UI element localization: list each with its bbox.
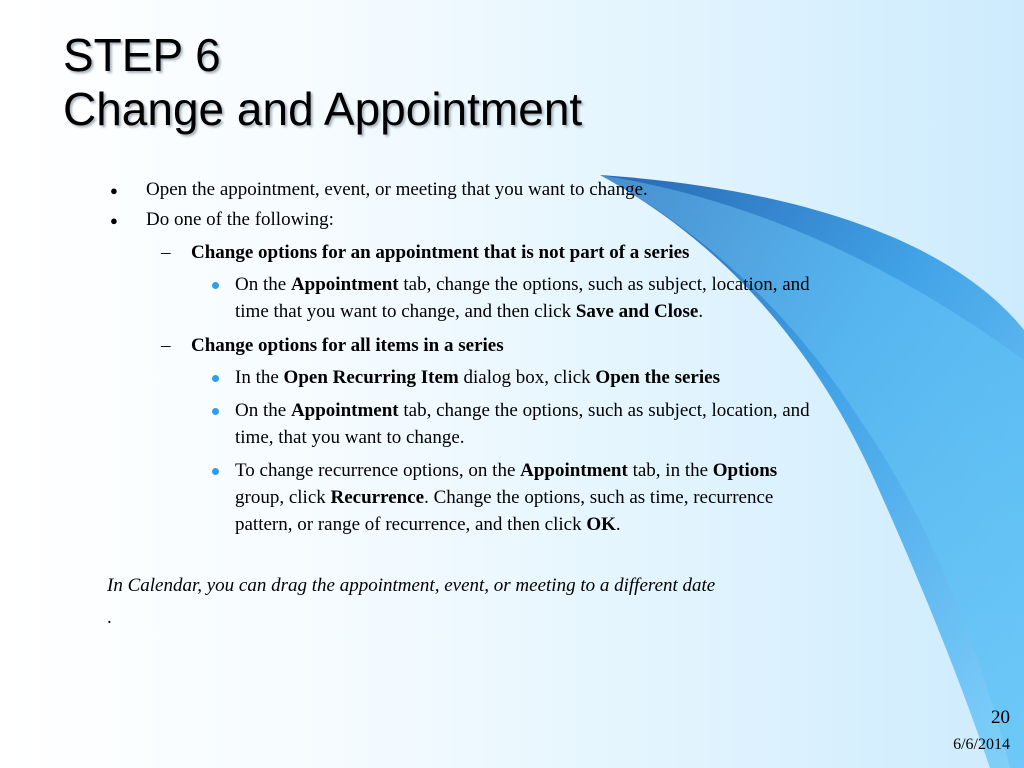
section1-item1-line2: time that you want to change, and then click Save and Close.: [235, 301, 704, 322]
section2-item2-line1: On the Appointment tab, change the options, such as subject, location, and: [235, 400, 810, 421]
bullet-icon: ●: [110, 183, 118, 198]
section-heading-series: Change options for all items in a series: [191, 335, 504, 356]
calendar-tip-note: In Calendar, you can drag the appointment, event, or meeting to a different date: [107, 575, 716, 596]
section-heading-single: Change options for an appointment that is not part of a series: [191, 242, 690, 263]
sub-bullet-icon: [212, 468, 219, 475]
slide-date: 6/6/2014: [953, 736, 1010, 753]
section2-item1: In the Open Recurring Item dialog box, click Open the series: [235, 367, 720, 388]
calendar-tip-period: .: [107, 607, 112, 628]
bullet-open-appointment: Open the appointment, event, or meeting that you want to change.: [146, 179, 648, 200]
section2-item3-line3: pattern, or range of recurrence, and then click OK.: [235, 514, 621, 535]
sub-bullet-icon: [212, 408, 219, 415]
title-line-2: Change and Appointment: [63, 83, 583, 135]
bullet-do-one: Do one of the following:: [146, 209, 334, 230]
slide-number: 20: [991, 707, 1010, 728]
section2-item3-line2: group, click Recurrence. Change the options, such as time, recurrence: [235, 487, 774, 508]
dash-icon: –: [161, 242, 171, 263]
title-line-1: STEP 6: [63, 29, 221, 81]
sub-bullet-icon: [212, 282, 219, 289]
section2-item3-line1: To change recurrence options, on the Appointment tab, in the Options: [235, 460, 778, 481]
section2-item2-line2: time, that you want to change.: [235, 427, 465, 448]
bullet-icon: ●: [110, 213, 118, 228]
sub-bullet-icon: [212, 375, 219, 382]
dash-icon: –: [161, 335, 171, 356]
section1-item1-line1: On the Appointment tab, change the options, such as subject, location, and: [235, 274, 810, 295]
